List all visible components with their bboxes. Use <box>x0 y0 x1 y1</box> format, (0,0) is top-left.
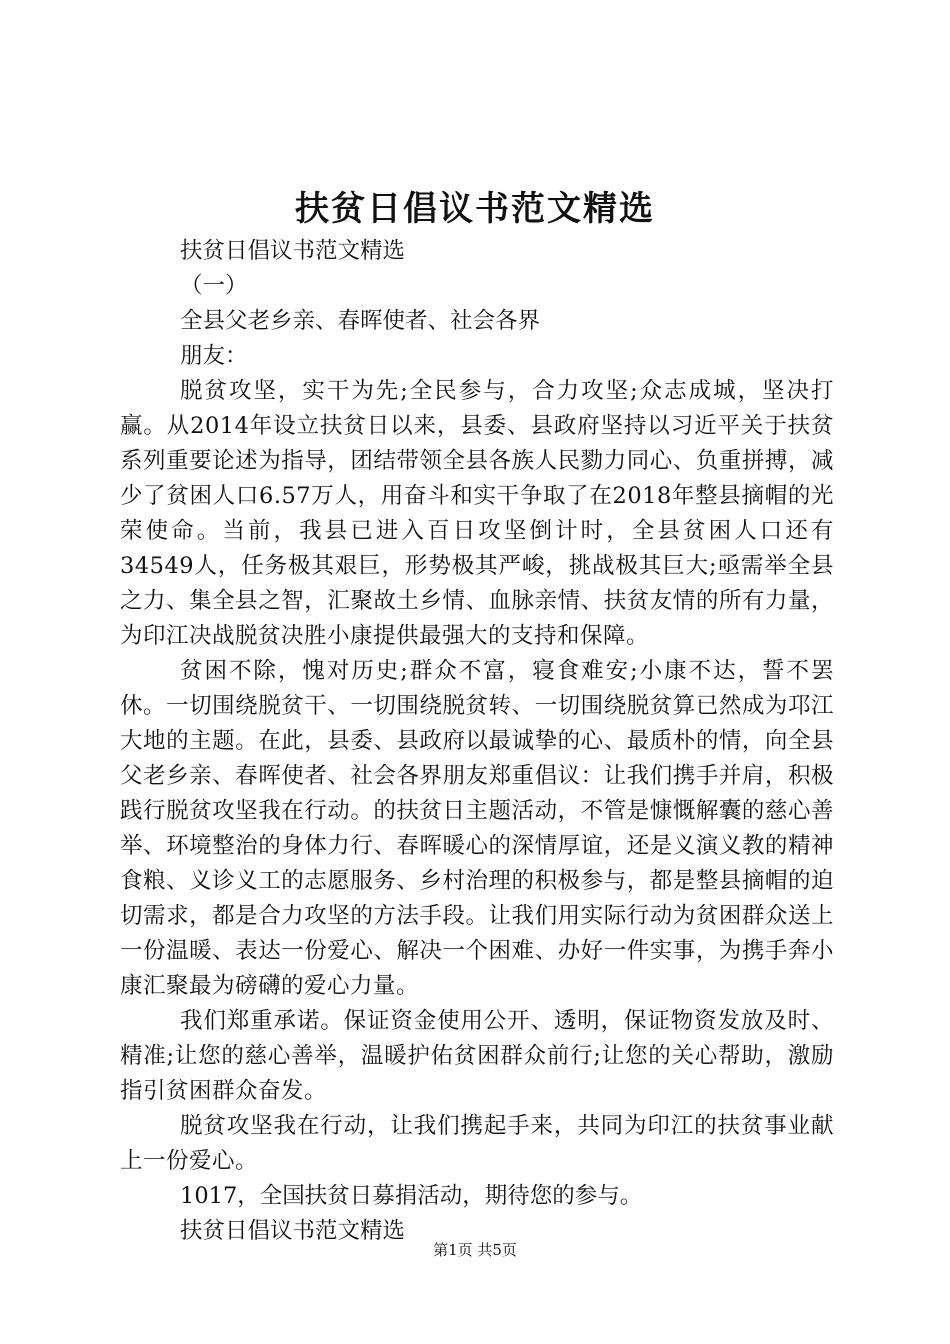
document-body <box>120 234 834 1249</box>
paragraph-1: 脱贫攻坚，实干为先;全民参与，合力攻坚;众志成城，坚决打赢。从2014年设立扶贫日以来，县委、县政府坚持以习近平关于扶贫系列重要论述为指导，团结带领全县各族人民勠力同心、负重拼搏，减少了贫困人口6.57万人，用奋斗和实干争取了在2018年整县摘帽的光荣使命。当前，我县已进入百日攻坚倒计时，全县贫困人口还有34549人，任务极其艰巨，形势极其严峻，挑战极其巨大;亟需举全县之力、集全县之智，汇聚故土乡情、血脉亲情、扶贫友情的所有力量，为印江决战脱贫决胜小康提供最强大的支持和保障。 <box>120 378 834 649</box>
closing-line-1: 1017，全国扶贫日募捐活动，期待您的参与。 <box>180 1183 643 1209</box>
paragraph-3: 我们郑重承诺。保证资金使用公开、透明，保证物资发放及时、精准;让您的慈心善举，温暖护佑贫困群众前行;让您的关心帮助，激励指引贫困群众奋发。 <box>120 1008 834 1104</box>
closing-line-2: 扶贫日倡议书范文精选 <box>180 1218 406 1244</box>
page-footer: 第1页 共5页 <box>433 1241 517 1259</box>
salutation-line-1: 全县父老乡亲、春晖使者、社会各界 <box>180 308 541 334</box>
document-title: 扶贫日倡议书范文精选 <box>295 189 655 229</box>
subtitle-line: 扶贫日倡议书范文精选 <box>180 238 406 264</box>
salutation-line-2: 朋友： <box>180 343 248 369</box>
section-marker: （一） <box>180 273 248 299</box>
paragraph-4: 脱贫攻坚我在行动，让我们携起手来，共同为印江的扶贫事业献上一份爱心。 <box>120 1113 834 1174</box>
paragraph-2: 贫困不除，愧对历史;群众不富，寝食难安;小康不达，誓不罢休。一切围绕脱贫干、一切围绕脱贫转、一切围绕脱贫算已然成为邛江大地的主题。在此，县委、县政府以最诚挚的心、最质朴的情，向全县父老乡亲、春晖使者、社会各界朋友郑重倡议：让我们携手并肩，积极践行脱贫攻坚我在行动。的扶贫日主题活动，不管是慷慨解囊的慈心善举、环境整治的身体力行、春晖暖心的深情厚谊，还是义演义教的精神食粮、义诊义工的志愿服务、乡村治理的积极参与，都是整县摘帽的迫切需求，都是合力攻坚的方法手段。让我们用实际行动为贫困群众送上一份温暖、表达一份爱心、解决一个困难、办好一件实事，为携手奔小康汇聚最为磅礴的爱心力量。 <box>120 658 834 999</box>
